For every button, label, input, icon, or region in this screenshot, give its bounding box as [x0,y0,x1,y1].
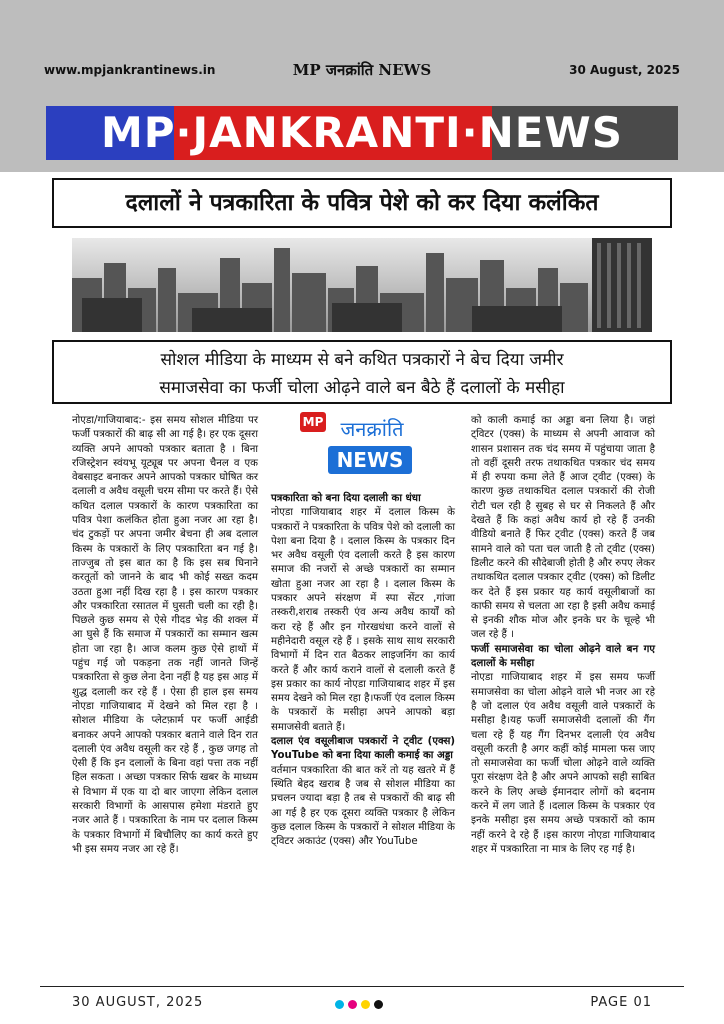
skyline-image [72,238,652,332]
header-date: 30 August, 2025 [569,63,680,77]
city-skyline-photo [72,238,652,332]
masthead-title: MP·JANKRANTI·NEWS [100,108,623,157]
column-2-heading-1: पत्रकारिता को बना दिया दलाली का धंधा [271,493,421,504]
footer-dot-yellow [361,1000,370,1009]
center-title: MP जनक्रांति NEWS [292,61,432,79]
subheadline-box [52,340,672,404]
logo-news-text: NEWS [336,448,404,472]
article-column-1 [72,414,258,857]
footer-dot-black [374,1000,383,1009]
footer-dot-cyan [335,1000,344,1009]
article-column-2 [271,492,455,849]
article-column-3 [471,414,655,857]
footer-date: 30 AUGUST, 2025 [72,995,204,1010]
headline: दलालों ने पत्रकारिता के पवित्र पेशे को कर दिया कलंकित [125,190,599,216]
column-2-paragraph-1: नोएडा गाजियाबाद शहर में दलाल किस्म के पत्रकारों ने पत्रकारिता के पवित्र पेशे को दलाली का पेशा बना दिया है । दलाल किस्म के पत्रकार दिन भर अवैध वसूली एंव दलाली करते है इस कारण समाज की नजरों से अच्छे पत्रकारों का सम्मान खोता हुआ नजर आ रहा है । दलाल किस्म के पत्रकार अपने संरक्षण में स्पा सेंटर ,गांजा तस्करी,शराब तस्करी एंव अन्य अवैध कार्यों को करा रहे हैं और इन गोरखधंधा करने वालों से महीनेदारी वसूल रहे हैं । इसके साथ साथ सरकारी विभागों में दिन रात बैठकर लाइजनिंग का कार्य करते हैं और कार्य कराने वालों से दलाली करते हैं इस प्रकार का कार्य नोएडा गाजियाबाद शहर में इस समय देखने को मिल रहा है।फर्जी एंव दलाल किस्म के पत्रकारों के मसीहा अपने आपको बड़ा समाजसेवी बताते हैं। [271,507,455,733]
subheadline-line-2: समाजसेवा का फर्जी चोला ओढ़ने वाले बन बैठे हैं दलालों के मसीहा [159,378,565,398]
column-3-heading: फर्जी समाजसेवा का चोला ओढ़ने वाले बन गए दलालों के मसीहा [471,643,655,670]
logo-graphic [296,410,420,482]
footer-dot-magenta [348,1000,357,1009]
logo-jankranti-text: जनक्रांति [340,417,404,441]
column-2-heading-2: दलाल एंव वसूलीबाज पत्रकारों ने ट्वीट (एक्स) YouTube को बना दिया काली कमाई का अड्डा [271,736,455,762]
column-2-paragraph-2: वर्तमान पत्रकारिता की बात करें तो यह खतरे में हैं स्थिति बेहद खराब है जब से सोशल मीडिया का प्रचलन ज्यादा बड़ा है तब से पत्रकारों की बाढ़ सी आ गई है हर एक दूसरा व्यक्ति पत्रकार है लेकिन कुछ दलाल किस्म के पत्रकारों ने सोशल मीडिया के ट्विटर अकाउंट (एक्स) और YouTube [271,764,455,848]
column-3-paragraph-2: नोएडा गाजियाबाद शहर में इस समय फर्जी समाजसेवा का चोला ओढ़ने वाले भी नजर आ रहे है जो दलाल एंव अवैध वसूली वाले पत्रकारों के मसीहा है।यह फर्जी समाजसेवी दलालों की गैंग चला रहे हैं यह गैंग दिनभर दलाली एंव अवैध वसूली करती है अगर कहीं कोई मामला फस जाए तो समाजसेवा का फर्जी चोला ओढ़ने वाले व्यक्ति पूरा संरक्षण देते है और अपने आपको सही साबित करने के लिए अच्छे ईमानदार लोगों को बदनाम करने में लग जाते हैं ।दलाल किस्म के पत्रकार एंव इनके मसीहा इस समय अच्छे पत्रकारों को काम नहीं करने दे रहे हैं ।इस कारण नोएडा गाजियाबाद शहर में पत्रकारिता ना मात्र के लिए रह गई है। [471,672,655,855]
footer-page-number: PAGE 01 [590,995,652,1010]
website-url[interactable]: www.mpjankrantinews.in [44,63,216,77]
headline-box [52,178,672,228]
masthead [46,106,678,160]
jankranti-logo [296,410,420,482]
column-3-paragraph-1: को काली कमाई का अड्डा बना लिया है। जहां ट्विटर (एक्स) के माध्यम से अपनी आवाज को शासन प्रशासन तक चंद समय में पहुंचाया जाता है तो वहीं दूसरी तरफ तथाकथित पत्रकार चंद समय में ही रुपया कमा लेते हैं आज ट्वीट (एक्स) के कारण कुछ तथाकथित दलाल पत्रकारों की रोजी रोटी चल रही है सुबह से घर से निकलते हैं और देखते हैं कि कहां अवैध कार्य हो रहे हैं उनकी वीडियो बनाते हैं फिर ट्वीट (एक्स) करते हैं जब सामने वाले को पता चल जाती है तो ट्वीट (एक्स) डिलीट करने की सौदेबाजी होती है और रुपए लेकर तथाकथित दलाल पत्रकार ट्वीट (एक्स) को डिलीट कर देते हैं इस प्रकार यह कार्य वसूलीबाजों का काफी समय से चलता आ रहा है इसी अवैध कमाई से इनकी शौक मोज और इनके घर के चूल्हे भी जल रहे हैं । [471,415,655,641]
subheadline-line-1: सोशल मीडिया के माध्यम से बने कथित पत्रकारों ने बेच दिया जमीर [160,350,564,370]
logo-mp-text: MP [302,415,324,429]
footer-rule [40,986,684,987]
column-1-text: नोएडा/गाजियाबाद:- इस समय सोशल मीडिया पर फर्जी पत्रकारों की बाढ़ सी आ गई है। हर एक दूसरा व्यक्ति अपने आपको पत्रकार बताता है । बिना रजिस्ट्रेशन स्वंयभू यूट्यूब पर अपना चैनल व एक वेबसाइट बनाकर अपने आपको पत्रकार घोषित कर दलाली व अवैध वसूली चरम सीमा पर करते हैं। ऐसे कथित दलाल पत्रकारों के कारण पत्रकारिता का पवित्र पेशा कलंकित होता हुआ नजर आ रहा है। चंद टुकड़ों पर अपना जमीर बेचना ही अब दलाल किस्म के पत्रकारों के लिए पत्रकारिता बन गई है। ताज्जुब तो इस बात का है कि इस सब घिनाने करतूतों को जानने के बाद भी कोई सख्त कदम उठता हुआ नहीं दिख रहा है । इस कारण पत्रकार और पत्रकारिता रसातल में घुसती चली का रही है।पिछले कुछ समय से ऐसे गीदड भेड़ की शक्ल में आ घुसे हैं कि समाज में पत्रकारों का सम्मान खत्म होता जा रहा है। आज कलम कुछ ऐसे हाथों में पहुंच गई जो पकड़ना तक नहीं जानते जिन्हें पत्रकारिता से कुछ लेना देना नहीं है यह इस आड़ में शुद्ध दलाली कर रहे हैं । ऐसा ही हाल इस समय नोएडा गाजियाबाद में देखने को मिल रहा है । सोशल मीडिया के प्लेटफ़ार्म पर फर्जी आईडी बनाकर अपने आपको पत्रकार बताने वाले दिन रात दलाली एंव अवैध वसूली कर रहे हैं , कुछ जगह तो ऐसी हैं कि इन दलालों के बिना वहां पत्ता तक नहीं हिल सकता । अच्छा पत्रकार सिर्फ खबर के माध्यम से विभाग में एक या दो बार जाएगा लेकिन दलाल सरकारी विभागों के आसपास हमेशा मंडराते हुए नजर आते हैं । पत्रकारिता के नाम पर दलाल किस्म के पत्रकार विभागों में बिचौलिए का कार्य करते हुए भी इस समय नजर आ रहे हैं। [72,415,258,855]
